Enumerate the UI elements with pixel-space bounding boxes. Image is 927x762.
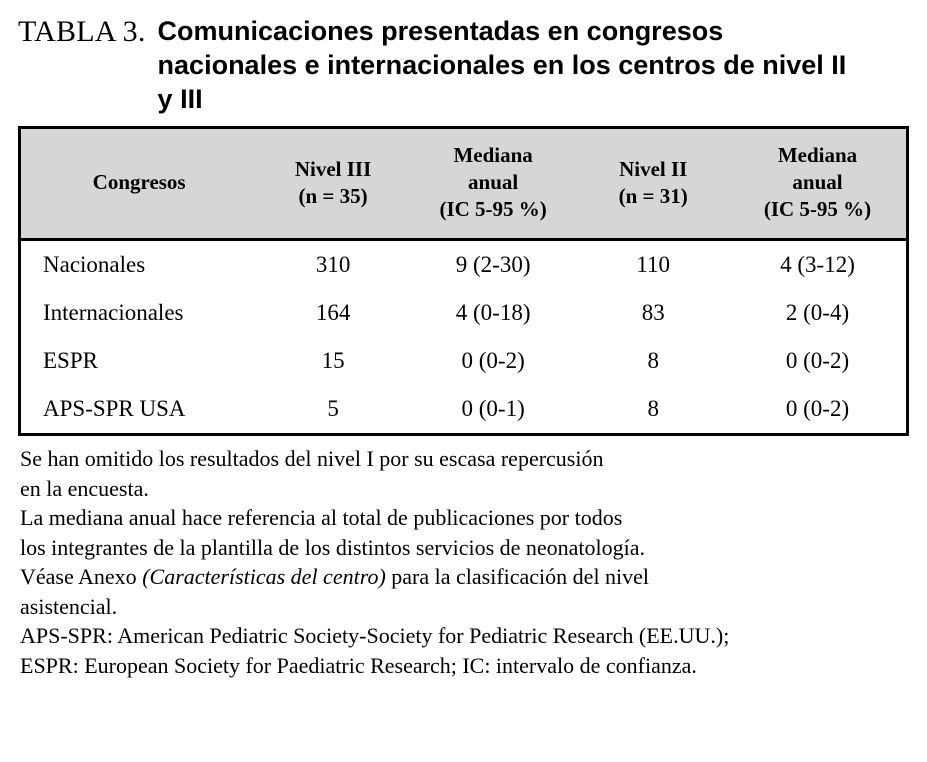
cell-mediana-iii: 4 (0-18) (409, 289, 578, 337)
cell-mediana-ii: 4 (3-12) (729, 240, 906, 290)
footnote-anexo-post: para la clasificación del nivel (385, 564, 650, 589)
cell-nivel-iii: 5 (257, 385, 409, 433)
cell-nivel-iii: 310 (257, 240, 409, 290)
table-number-label: TABLA 3. (18, 15, 146, 48)
cell-nivel-iii: 15 (257, 337, 409, 385)
cell-congresos: ESPR (21, 337, 257, 385)
data-table (21, 129, 906, 433)
table-header-row (21, 129, 906, 240)
footnote-line: ESPR: European Society for Paediatric Research; IC: intervalo de confianza. (20, 652, 697, 678)
cell-congresos: APS-SPR USA (21, 385, 257, 433)
footnote-line: Se han omitido los resultados del nivel I por su escasa repercusión (20, 446, 604, 471)
data-table-container (18, 126, 909, 436)
cell-nivel-ii: 83 (577, 289, 729, 337)
cell-mediana-ii: 0 (0-2) (729, 337, 906, 385)
cell-mediana-ii: 2 (0-4) (729, 289, 906, 337)
column-header-nivel-ii: Nivel II (n = 31) (577, 129, 729, 240)
column-header-mediana-anual-ii: Mediana anual (IC 5-95 %) (729, 129, 906, 240)
footnote-line: La mediana anual hace referencia al total de publicaciones por todos (20, 505, 623, 530)
table-footnotes (20, 444, 907, 680)
cell-congresos: Internacionales (21, 289, 257, 337)
cell-nivel-iii: 164 (257, 289, 409, 337)
table-title-text: Comunicaciones presentadas en congresos nacionales e internacionales en los centros de nivel II y III (157, 16, 847, 114)
cell-nivel-ii: 8 (577, 385, 729, 433)
cell-mediana-iii: 0 (0-1) (409, 385, 578, 433)
cell-congresos: Nacionales (21, 240, 257, 290)
column-header-nivel-iii: Nivel III (n = 35) (257, 129, 409, 240)
figure-title (18, 14, 915, 116)
footnote-line: asistencial. (20, 593, 118, 619)
footnote-anexo-pre: Véase Anexo (20, 564, 143, 589)
table-row (21, 289, 906, 337)
column-header-mediana-anual-iii: Mediana anual (IC 5-95 %) (409, 129, 578, 240)
table-header (21, 129, 906, 240)
footnote-anexo-emphasis: (Características del centro) (142, 564, 386, 589)
cell-mediana-iii: 9 (2-30) (409, 240, 578, 290)
cell-mediana-ii: 0 (0-2) (729, 385, 906, 433)
footnote-line: APS-SPR: American Pediatric Society-Society for Pediatric Research (EE.UU.); (20, 623, 730, 648)
column-header-congresos: Congresos (21, 129, 257, 240)
footnote-line: en la encuesta. (20, 475, 149, 501)
cell-nivel-ii: 110 (577, 240, 729, 290)
footnote-line-anexo (20, 562, 907, 592)
cell-nivel-ii: 8 (577, 337, 729, 385)
footnote-line: los integrantes de la plantilla de los distintos servicios de neonatología. (20, 534, 646, 560)
table-row (21, 385, 906, 433)
table-row (21, 337, 906, 385)
cell-mediana-iii: 0 (0-2) (409, 337, 578, 385)
table-row (21, 240, 906, 290)
table-body (21, 240, 906, 434)
